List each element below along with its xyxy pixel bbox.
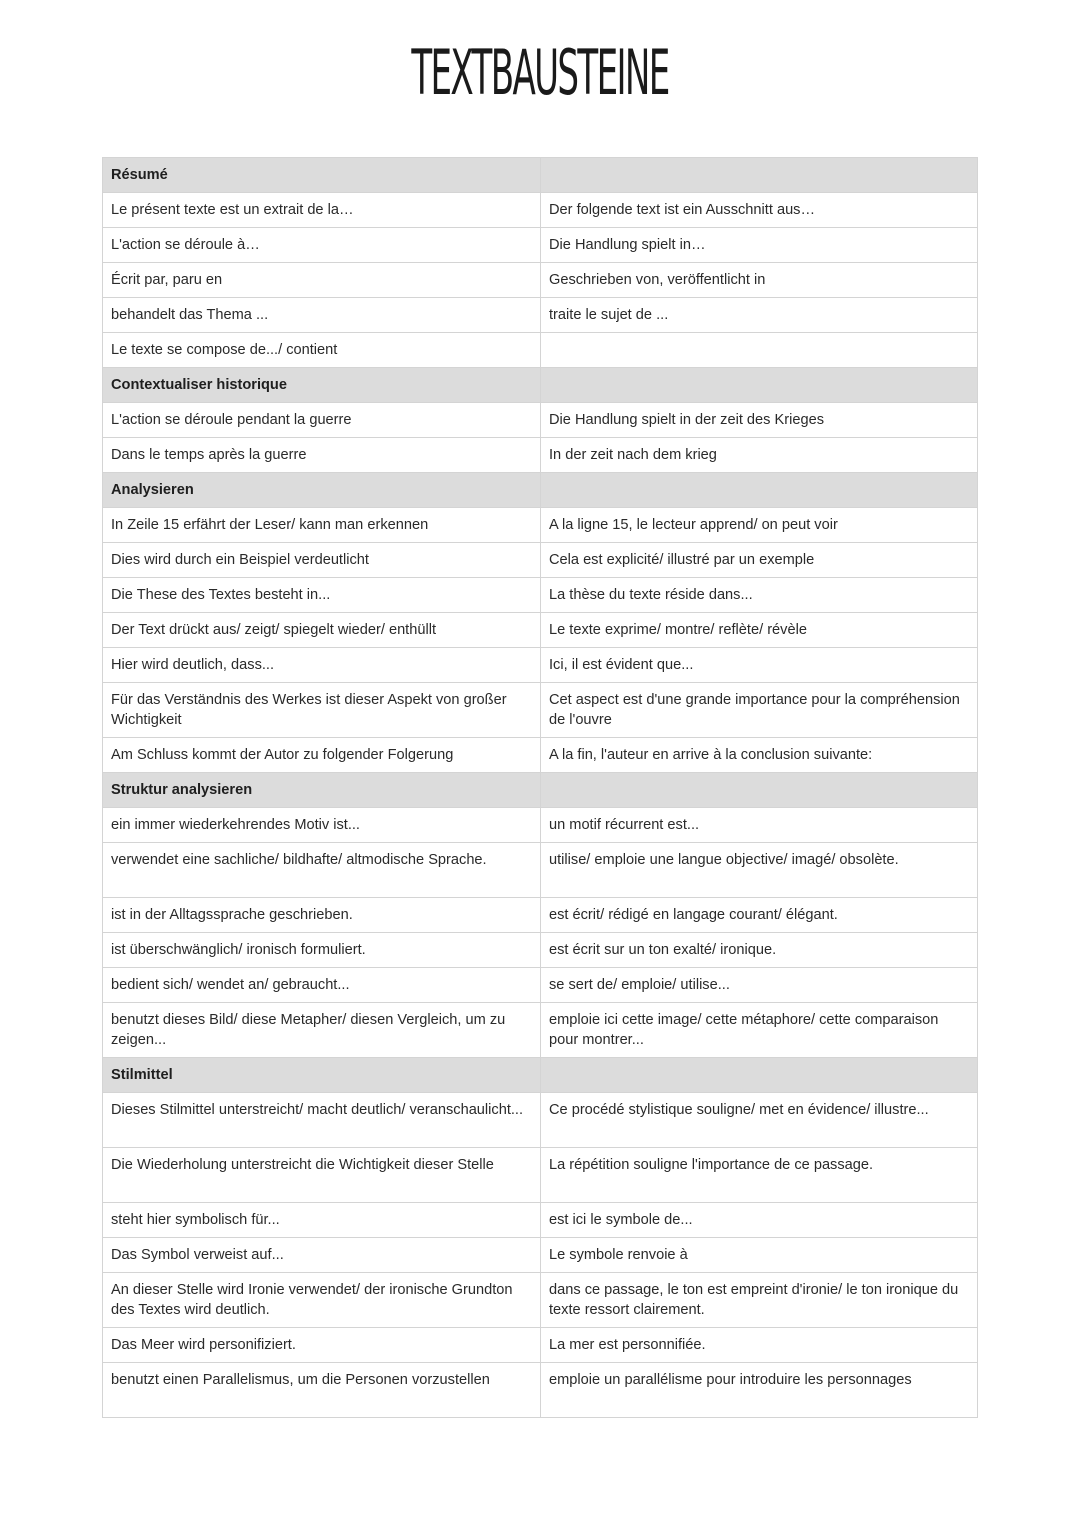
cell-right: Der folgende text ist ein Ausschnitt aus… [541, 193, 978, 228]
cell-right: A la ligne 15, le lecteur apprend/ on peut voir [541, 508, 978, 543]
cell-right: Die Handlung spielt in… [541, 228, 978, 263]
cell-right: est ici le symbole de... [541, 1203, 978, 1238]
cell-left: Le texte se compose de.../ contient [103, 333, 541, 368]
cell-right: La répétition souligne l'importance de ce passage. [541, 1148, 978, 1203]
cell-right [541, 1058, 978, 1093]
cell-right [541, 473, 978, 508]
cell-right: Ici, il est évident que... [541, 648, 978, 683]
cell-right [541, 333, 978, 368]
cell-left: ist überschwänglich/ ironisch formuliert. [103, 933, 541, 968]
cell-left: benutzt einen Parallelismus, um die Personen vorzustellen [103, 1363, 541, 1418]
table-row [103, 578, 978, 613]
cell-left: benutzt dieses Bild/ diese Metapher/ diesen Vergleich, um zu zeigen... [103, 1003, 541, 1058]
cell-right: Cet aspect est d'une grande importance pour la compréhension de l'ouvre [541, 683, 978, 738]
cell-left: ist in der Alltagssprache geschrieben. [103, 898, 541, 933]
table-row [103, 193, 978, 228]
cell-left: Die These des Textes besteht in... [103, 578, 541, 613]
section-header-row [103, 1058, 978, 1093]
cell-left: Am Schluss kommt der Autor zu folgender Folgerung [103, 738, 541, 773]
table-row [103, 808, 978, 843]
table-row [103, 1093, 978, 1148]
cell-left: In Zeile 15 erfährt der Leser/ kann man erkennen [103, 508, 541, 543]
cell-left: Le présent texte est un extrait de la… [103, 193, 541, 228]
table-row [103, 1363, 978, 1418]
cell-left: Analysieren [103, 473, 541, 508]
cell-right: Ce procédé stylistique souligne/ met en évidence/ illustre... [541, 1093, 978, 1148]
cell-right: traite le sujet de ... [541, 298, 978, 333]
table-row [103, 1203, 978, 1238]
cell-left: L'action se déroule à… [103, 228, 541, 263]
cell-left: Hier wird deutlich, dass... [103, 648, 541, 683]
table-row [103, 968, 978, 1003]
table-row [103, 898, 978, 933]
cell-left: Résumé [103, 158, 541, 193]
cell-left: Der Text drückt aus/ zeigt/ spiegelt wieder/ enthüllt [103, 613, 541, 648]
cell-right: Die Handlung spielt in der zeit des Krieges [541, 403, 978, 438]
cell-left: L'action se déroule pendant la guerre [103, 403, 541, 438]
cell-left: Das Meer wird personifiziert. [103, 1328, 541, 1363]
cell-left: steht hier symbolisch für... [103, 1203, 541, 1238]
cell-left: Stilmittel [103, 1058, 541, 1093]
cell-right: A la fin, l'auteur en arrive à la conclusion suivante: [541, 738, 978, 773]
table-row [103, 738, 978, 773]
table-row [103, 333, 978, 368]
table-row [103, 508, 978, 543]
cell-left: Struktur analysieren [103, 773, 541, 808]
cell-left: Écrit par, paru en [103, 263, 541, 298]
cell-right: est écrit/ rédigé en langage courant/ élégant. [541, 898, 978, 933]
table-row [103, 1003, 978, 1058]
cell-right: Geschrieben von, veröffentlicht in [541, 263, 978, 298]
section-header-row [103, 473, 978, 508]
cell-right: La mer est personnifiée. [541, 1328, 978, 1363]
cell-left: Dans le temps après la guerre [103, 438, 541, 473]
cell-right: emploie ici cette image/ cette métaphore/ cette comparaison pour montrer... [541, 1003, 978, 1058]
table-row [103, 933, 978, 968]
cell-left: Dies wird durch ein Beispiel verdeutlicht [103, 543, 541, 578]
cell-right: est écrit sur un ton exalté/ ironique. [541, 933, 978, 968]
cell-right: un motif récurrent est... [541, 808, 978, 843]
section-header-row [103, 158, 978, 193]
table-row [103, 1273, 978, 1328]
cell-right [541, 773, 978, 808]
cell-right: utilise/ emploie une langue objective/ imagé/ obsolète. [541, 843, 978, 898]
table-row [103, 228, 978, 263]
cell-right: dans ce passage, le ton est empreint d'ironie/ le ton ironique du texte ressort clairement. [541, 1273, 978, 1328]
table-row [103, 613, 978, 648]
table-row [103, 1238, 978, 1273]
cell-left: Die Wiederholung unterstreicht die Wichtigkeit dieser Stelle [103, 1148, 541, 1203]
cell-left: An dieser Stelle wird Ironie verwendet/ der ironische Grundton des Textes wird deutlich. [103, 1273, 541, 1328]
table-row [103, 1328, 978, 1363]
cell-right: La thèse du texte réside dans... [541, 578, 978, 613]
phrase-table [102, 157, 978, 1418]
cell-left: verwendet eine sachliche/ bildhafte/ altmodische Sprache. [103, 843, 541, 898]
phrase-table-body [103, 158, 978, 1418]
cell-right [541, 158, 978, 193]
cell-right: Cela est explicité/ illustré par un exemple [541, 543, 978, 578]
section-header-row [103, 773, 978, 808]
cell-right: se sert de/ emploie/ utilise... [541, 968, 978, 1003]
table-row [103, 1148, 978, 1203]
cell-left: behandelt das Thema ... [103, 298, 541, 333]
cell-right [541, 368, 978, 403]
page-title: TEXTBAUSTEINE [411, 36, 669, 109]
table-row [103, 403, 978, 438]
cell-left: bedient sich/ wendet an/ gebraucht... [103, 968, 541, 1003]
table-row [103, 648, 978, 683]
cell-right: Le symbole renvoie à [541, 1238, 978, 1273]
table-row [103, 438, 978, 473]
table-row [103, 298, 978, 333]
cell-left: Contextualiser historique [103, 368, 541, 403]
table-row [103, 843, 978, 898]
section-header-row [103, 368, 978, 403]
cell-right: Le texte exprime/ montre/ reflète/ révèle [541, 613, 978, 648]
cell-right: In der zeit nach dem krieg [541, 438, 978, 473]
cell-left: Dieses Stilmittel unterstreicht/ macht deutlich/ veranschaulicht... [103, 1093, 541, 1148]
cell-right: emploie un parallélisme pour introduire les personnages [541, 1363, 978, 1418]
cell-left: ein immer wiederkehrendes Motiv ist... [103, 808, 541, 843]
table-row [103, 543, 978, 578]
table-row [103, 263, 978, 298]
cell-left: Das Symbol verweist auf... [103, 1238, 541, 1273]
table-row [103, 683, 978, 738]
cell-left: Für das Verständnis des Werkes ist dieser Aspekt von großer Wichtigkeit [103, 683, 541, 738]
